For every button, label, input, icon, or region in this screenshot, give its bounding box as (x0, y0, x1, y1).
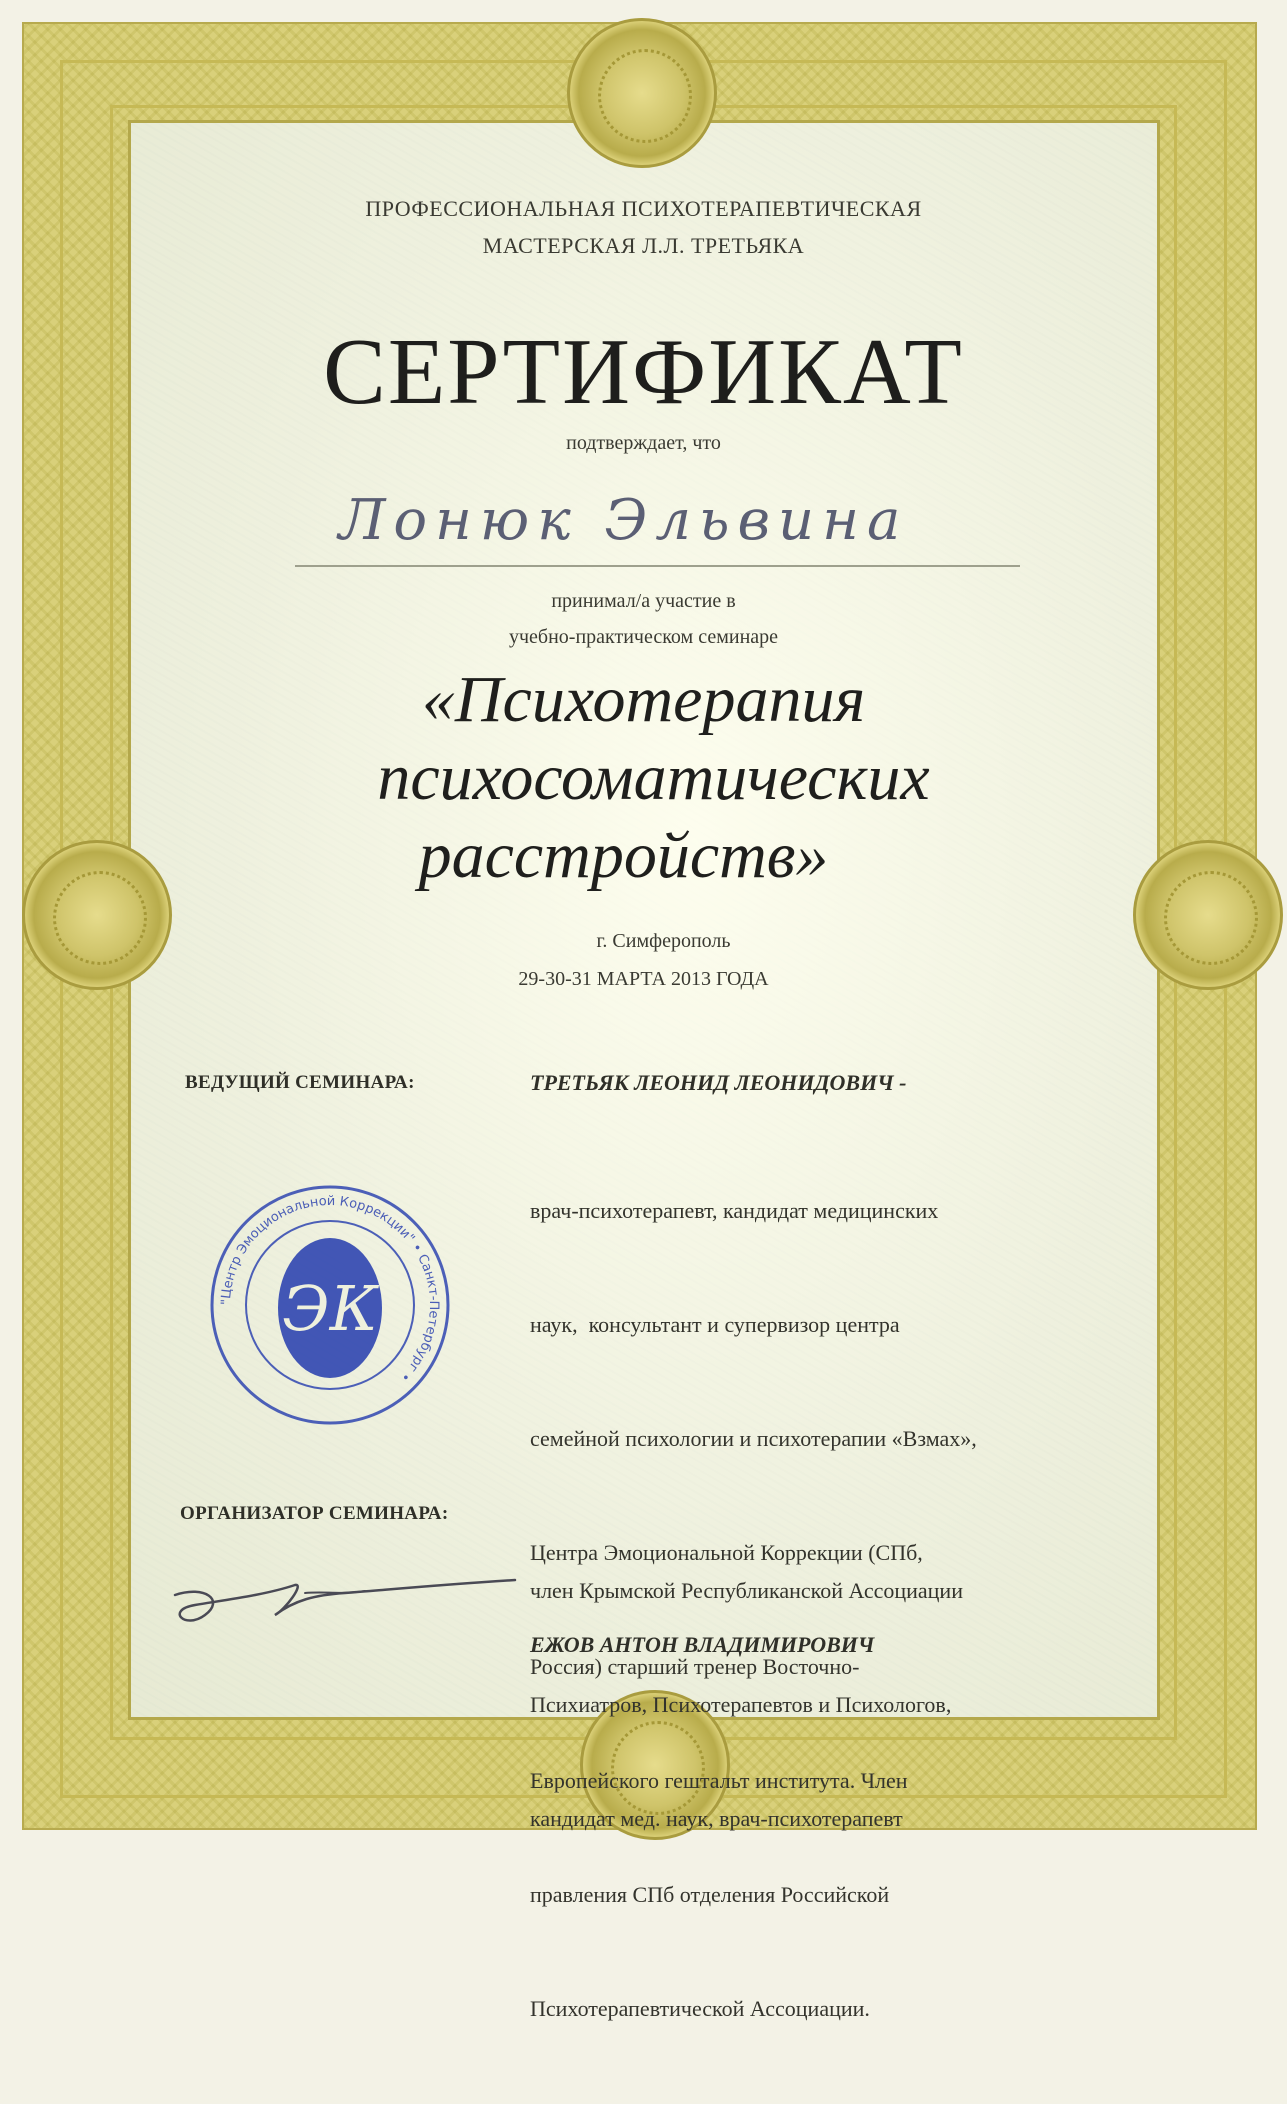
leader-description-line: правления СПб отделения Российской (530, 1882, 890, 1907)
leader-description-line: Психотерапевтической Ассоциации. (530, 1996, 870, 2021)
organizer-label: ОРГАНИЗАТОР СЕМИНАРА: (180, 1503, 449, 1524)
leader-description-line: наук, консультант и супервизор центра (530, 1312, 900, 1337)
organizer-name: ЕЖОВ АНТОН ВЛАДИМИРОВИЧ (530, 1632, 875, 1657)
name-underline (295, 565, 1020, 567)
seminar-dates: 29-30-31 МАРТА 2013 ГОДА (518, 968, 769, 990)
leader-name: ТРЕТЬЯК ЛЕОНИД ЛЕОНИДОВИЧ - (530, 1070, 907, 1095)
organizer-description-line: кандидат мед. наук, врач-психотерапевт (530, 1806, 903, 1831)
stamp-monogram: ЭК (282, 1272, 378, 1345)
leader-description-line: семейной психологии и психотерапии «Взмах», (530, 1426, 977, 1451)
organizer-signature (165, 1555, 525, 1645)
leader-description-line: Центра Эмоциональной Коррекции (СПб, (530, 1540, 923, 1565)
seminar-title-line-3: расстройств» (418, 819, 829, 892)
recipient-name: Лонюк Эльвина (338, 488, 909, 553)
organizer-description (530, 1496, 963, 1914)
leader-label: ВЕДУЩИЙ СЕМИНАРА: (185, 1072, 415, 1093)
confirms-text: подтверждает, что (566, 432, 721, 454)
leader-description-line: Европейского гештальт института. Член (530, 1768, 908, 1793)
participated-line-1: принимал/а участие в (551, 590, 736, 612)
organization-line-1: ПРОФЕССИОНАЛЬНАЯ ПСИХОТЕРАПЕВТИЧЕСКАЯ (365, 196, 922, 221)
certificate-title: СЕРТИФИКАТ (323, 320, 964, 424)
seminar-title-line-2: психосоматических (377, 741, 930, 814)
organizer-description-line: Психиатров, Психотерапевтов и Психологов, (530, 1692, 952, 1717)
organizer-description-line: член Крымской Республиканской Ассоциации (530, 1578, 963, 1603)
participated-line-2: учебно-практическом семинаре (508, 626, 779, 648)
seminar-title-line-1: «Психотерапия (421, 663, 866, 736)
organization-line-2: МАСТЕРСКАЯ Л.Л. ТРЕТЬЯКА (482, 233, 805, 258)
organization-stamp (205, 1180, 455, 1430)
leader-description-line: Россия) старший тренер Восточно- (530, 1654, 860, 1679)
leader-description-line: врач-психотерапевт, кандидат медицинских (530, 1198, 939, 1223)
stamp-ring-text: "Центр Эмоциональной Коррекции" • Санкт-Петербург • (218, 1193, 442, 1385)
top-medallion (567, 18, 717, 168)
city: г. Симферополь (596, 930, 731, 952)
